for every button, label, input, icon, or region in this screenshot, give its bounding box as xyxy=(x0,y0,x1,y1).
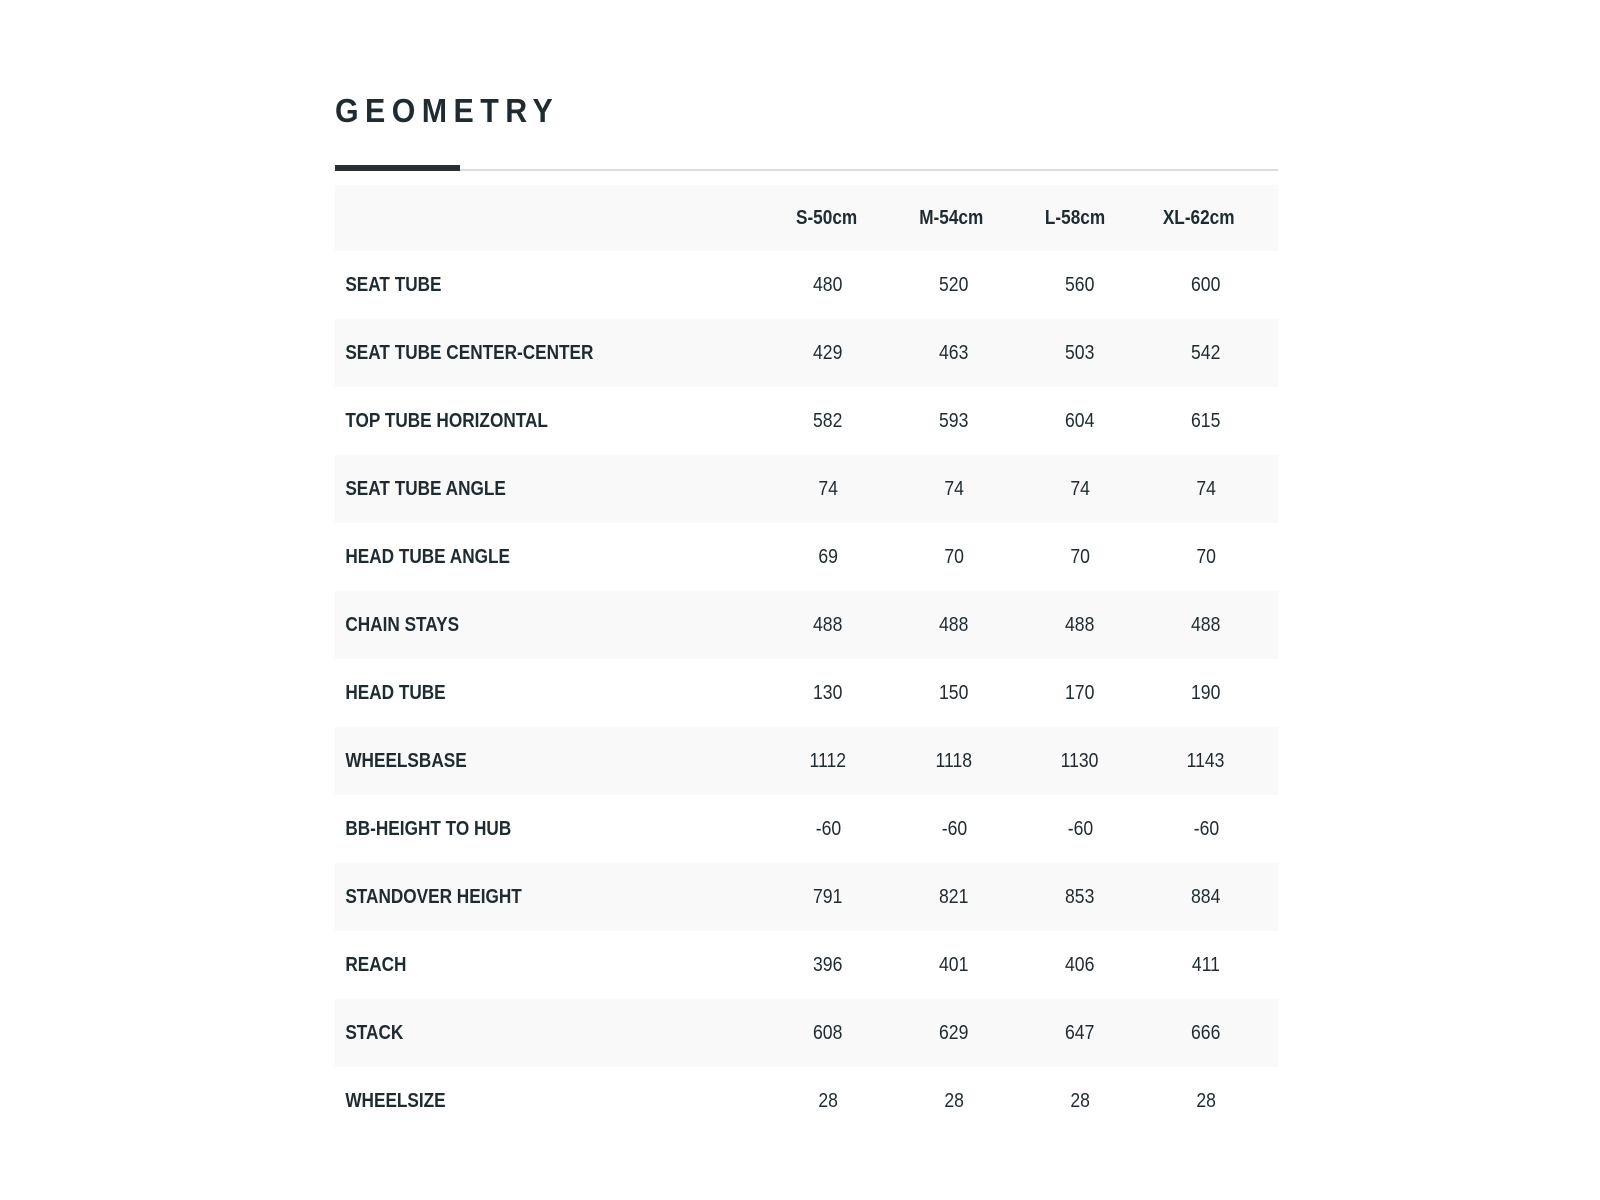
table-cell: 1130 xyxy=(1061,749,1099,772)
table-cell: 488 xyxy=(1065,613,1095,636)
table-cell: 70 xyxy=(1070,545,1090,568)
table-cell: 28 xyxy=(1196,1089,1216,1112)
table-cell: 70 xyxy=(1196,545,1216,568)
table-cell: 480 xyxy=(813,273,843,296)
table-row xyxy=(335,727,1278,795)
table-cell: -60 xyxy=(1193,817,1219,840)
table-cell: 150 xyxy=(939,681,969,704)
table-cell: 463 xyxy=(939,341,969,364)
table-cell: 488 xyxy=(1191,613,1221,636)
row-label: STACK xyxy=(345,1021,404,1044)
column-header: L-58cm xyxy=(1044,206,1106,229)
row-label: TOP TUBE HORIZONTAL xyxy=(345,409,548,432)
table-row xyxy=(335,795,1278,863)
table-cell: -60 xyxy=(941,817,967,840)
table-cell: 170 xyxy=(1065,681,1095,704)
table-cell: 74 xyxy=(1196,477,1216,500)
column-header: M-54cm xyxy=(918,206,984,229)
table-cell: -60 xyxy=(1067,817,1093,840)
column-header: S-50cm xyxy=(796,206,858,229)
row-label: WHEELSIZE xyxy=(345,1089,446,1112)
table-cell: 28 xyxy=(1070,1089,1090,1112)
table-cell: 74 xyxy=(1070,477,1090,500)
row-label: WHEELSBASE xyxy=(345,749,467,772)
table-row xyxy=(335,999,1278,1067)
row-label: HEAD TUBE ANGLE xyxy=(345,545,510,568)
table-row xyxy=(335,319,1278,387)
table-cell: 666 xyxy=(1191,1021,1221,1044)
table-cell: 647 xyxy=(1065,1021,1095,1044)
table-row xyxy=(335,863,1278,931)
table-cell: 70 xyxy=(944,545,964,568)
geometry-table xyxy=(335,185,1278,1135)
table-cell: 542 xyxy=(1191,341,1221,364)
table-cell: 853 xyxy=(1065,885,1095,908)
table-cell: 560 xyxy=(1065,273,1095,296)
table-cell: 884 xyxy=(1191,885,1221,908)
table-cell: 604 xyxy=(1065,409,1095,432)
table-cell: 74 xyxy=(818,477,838,500)
table-cell: 1118 xyxy=(935,749,973,772)
table-cell: 74 xyxy=(944,477,964,500)
row-label: SEAT TUBE CENTER-CENTER xyxy=(345,341,594,364)
table-cell: 429 xyxy=(813,341,843,364)
table-cell: 600 xyxy=(1191,273,1221,296)
table-cell: 69 xyxy=(818,545,838,568)
table-cell: 582 xyxy=(813,409,843,432)
title-accent-bar xyxy=(335,165,460,171)
table-cell: 608 xyxy=(813,1021,843,1044)
row-label: BB-HEIGHT TO HUB xyxy=(345,817,512,840)
table-row xyxy=(335,251,1278,319)
row-label: CHAIN STAYS xyxy=(345,613,460,636)
row-label: STANDOVER HEIGHT xyxy=(345,885,522,908)
table-cell: 821 xyxy=(939,885,969,908)
table-header-row xyxy=(335,185,1278,251)
table-cell: 615 xyxy=(1191,409,1221,432)
table-cell: 520 xyxy=(939,273,969,296)
row-label: SEAT TUBE ANGLE xyxy=(345,477,506,500)
row-label: SEAT TUBE xyxy=(345,273,442,296)
table-row xyxy=(335,659,1278,727)
table-cell: 503 xyxy=(1065,341,1095,364)
table-row xyxy=(335,523,1278,591)
table-cell: 28 xyxy=(818,1089,838,1112)
table-cell: 791 xyxy=(813,885,843,908)
table-cell: 488 xyxy=(939,613,969,636)
table-cell: 190 xyxy=(1191,681,1221,704)
title-divider xyxy=(335,169,1278,171)
table-row xyxy=(335,387,1278,455)
table-cell: 401 xyxy=(939,953,969,976)
table-row xyxy=(335,455,1278,523)
table-cell: 629 xyxy=(939,1021,969,1044)
table-row xyxy=(335,1067,1278,1135)
table-cell: 1112 xyxy=(809,749,847,772)
table-cell: 1143 xyxy=(1187,749,1225,772)
table-row xyxy=(335,591,1278,659)
table-row xyxy=(335,931,1278,999)
table-cell: 396 xyxy=(813,953,843,976)
table-cell: 488 xyxy=(813,613,843,636)
table-cell: 593 xyxy=(939,409,969,432)
table-cell: 130 xyxy=(813,681,843,704)
row-label: REACH xyxy=(345,953,407,976)
column-header: XL-62cm xyxy=(1163,206,1235,229)
table-cell: -60 xyxy=(815,817,841,840)
table-cell: 406 xyxy=(1065,953,1095,976)
table-cell: 28 xyxy=(944,1089,964,1112)
row-label: HEAD TUBE xyxy=(345,681,446,704)
table-cell: 411 xyxy=(1191,953,1221,976)
section-title: GEOMETRY xyxy=(335,92,560,129)
